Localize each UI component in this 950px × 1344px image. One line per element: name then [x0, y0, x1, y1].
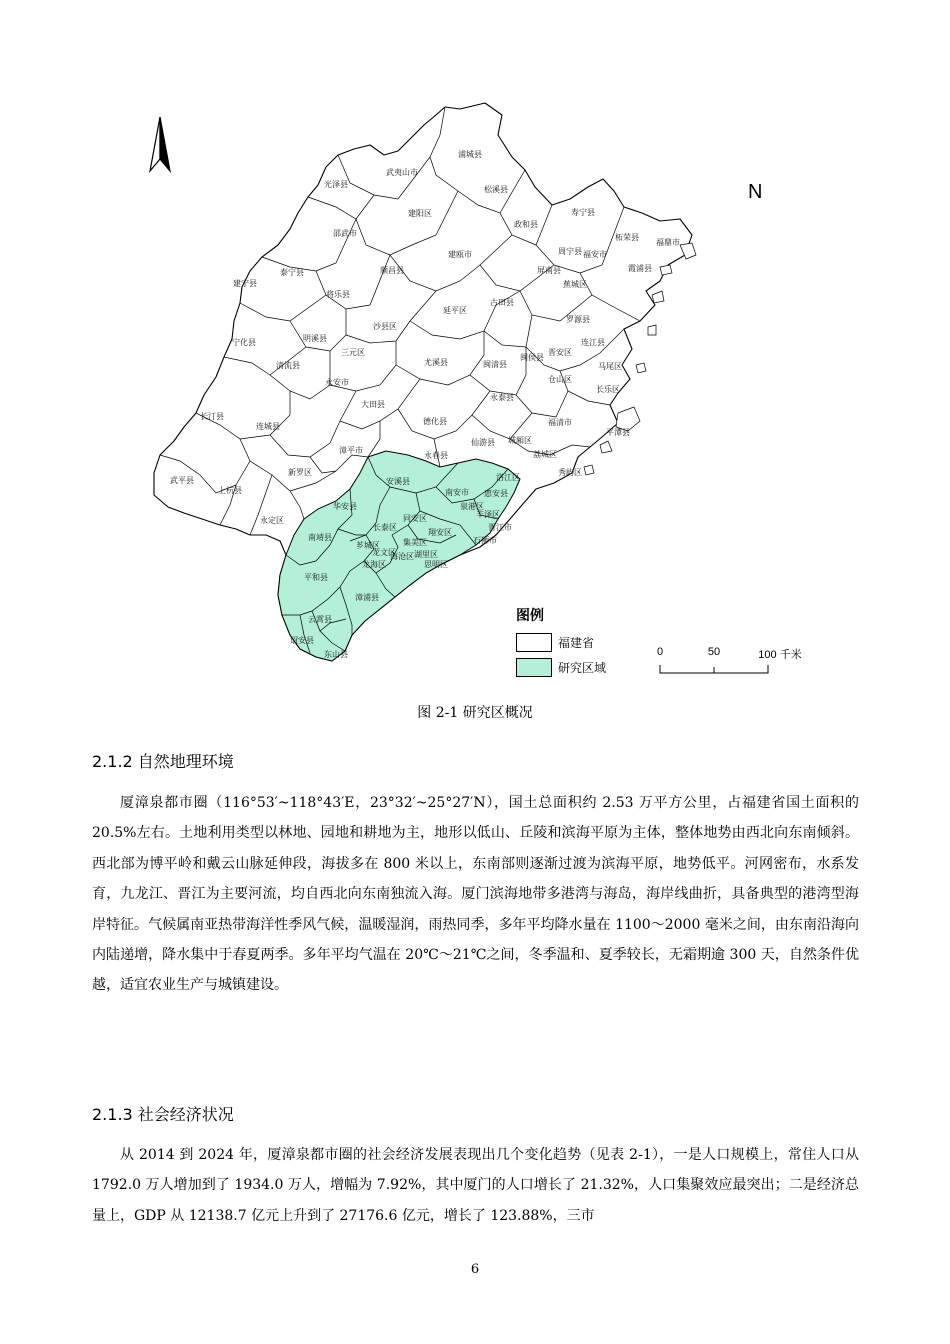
county-label: 政和县 — [514, 220, 538, 229]
county-label: 德化县 — [423, 417, 447, 426]
county-label: 上杭县 — [218, 486, 242, 495]
county-label: 三元区 — [341, 348, 365, 357]
county-label: 武夷山市 — [386, 168, 418, 177]
county-label: 安溪县 — [386, 477, 410, 486]
county-label: 长泰区 — [373, 523, 397, 532]
scale-label-0: 0 — [656, 646, 664, 658]
figure-caption: 图 2-1 研究区概况 — [417, 705, 533, 721]
county-label: 永安市 — [325, 378, 349, 387]
county-label: 邵武市 — [333, 229, 357, 238]
county-label: 华安县 — [333, 502, 357, 511]
county-label: 漳浦县 — [355, 593, 379, 602]
north-label: N — [748, 181, 763, 203]
county-label: 蕉城区 — [563, 280, 587, 289]
map-canvas — [140, 95, 820, 695]
legend-swatch-study-area — [516, 658, 552, 677]
county-label: 龙海区 — [362, 560, 386, 569]
county-label: 将乐县 — [326, 290, 350, 299]
county-label: 芗城区 — [356, 541, 380, 550]
county-label: 云霄县 — [308, 615, 332, 624]
county-label: 长汀县 — [200, 412, 224, 421]
county-label: 连城县 — [256, 422, 280, 431]
county-label: 海沧区 — [390, 552, 414, 561]
county-label: 永泰县 — [490, 393, 514, 402]
county-label: 古田县 — [490, 298, 514, 307]
legend-label-fujian: 福建省 — [558, 636, 595, 650]
county-label: 大田县 — [361, 400, 385, 409]
county-label: 顺昌县 — [380, 266, 404, 275]
county-label: 丰泽区 — [476, 510, 500, 519]
scale-label-100: 100 千米 — [758, 649, 802, 661]
page-number: 6 — [470, 1262, 480, 1277]
county-label: 仙游县 — [471, 438, 495, 447]
county-label: 湖里区 — [414, 550, 438, 559]
legend-swatch-fujian — [516, 633, 552, 652]
county-label: 石狮市 — [473, 536, 497, 545]
county-label: 福鼎市 — [656, 238, 680, 247]
county-label: 思明区 — [424, 560, 448, 569]
study-area-map — [140, 95, 820, 695]
county-label: 闽清县 — [483, 360, 507, 369]
county-label: 泉港区 — [460, 502, 484, 511]
county-label: 集美区 — [403, 538, 427, 547]
county-label: 柘荣县 — [615, 233, 639, 242]
county-label: 荔城区 — [533, 450, 557, 459]
county-label: 秀屿区 — [558, 468, 582, 477]
county-label: 南安市 — [445, 488, 469, 497]
county-label: 诏安县 — [290, 636, 314, 645]
county-label: 屏南县 — [537, 266, 561, 275]
county-label: 建宁县 — [233, 279, 257, 288]
section-paragraph-natural: 厦漳泉都市圈（116°53′~118°43′E，23°32′~25°27′N），国土总面积约 2.53 万平方公里，占福建省国土面积的 20.5%左右。土地利用类型以林地、园地和耕地为主，地形以低山、丘陵和滨海平原为主体，整体地势由西北向东南倾斜。西北部为博平岭和戴云山脉延伸段，海拔多在 800 米以上，东南部则逐渐过渡为滨海平原，地势低平。河网密布，水系发育，九龙江、晋江为主要河流，均自西北向东南独流入海。厦门滨海地带多港湾与海岛，海岸线曲折，具备典型的港湾型海岸特征。气候属南亚热带海洋性季风气候，温暖湿润，雨热同季，多年平均降水量在 1100～2000 毫米之间，由东南沿海向内陆递增，降水集中于春夏两季。多年平均气温在 20℃～21℃之间，冬季温和、夏季较长，无霜期逾 300 天，自然条件优越，适宜农业生产与城镇建设。 — [92, 795, 859, 994]
county-label: 永春县 — [424, 451, 448, 460]
county-label: 平和县 — [304, 573, 328, 582]
county-label: 同安区 — [403, 514, 427, 523]
county-label: 尤溪县 — [424, 358, 448, 367]
county-label: 晋安区 — [548, 348, 572, 357]
county-label: 福安市 — [583, 250, 607, 259]
county-label: 永定区 — [260, 516, 284, 525]
county-label: 寿宁县 — [571, 208, 595, 217]
county-label: 松溪县 — [484, 185, 508, 194]
county-label: 罗源县 — [566, 315, 590, 324]
county-label: 光泽县 — [324, 180, 348, 189]
county-label: 沙县区 — [373, 322, 397, 331]
county-label: 建阳区 — [408, 209, 432, 218]
county-label: 宁化县 — [232, 338, 256, 347]
county-label: 龙文区 — [372, 548, 396, 557]
county-label: 马尾区 — [598, 362, 622, 371]
county-label: 明溪县 — [303, 334, 327, 343]
legend-label-study-area: 研究区域 — [558, 661, 607, 675]
county-label: 平潭县 — [606, 428, 630, 437]
county-label: 仓山区 — [548, 375, 572, 384]
county-label: 霞浦县 — [628, 264, 652, 273]
section-paragraph-socioeconomic: 从 2014 到 2024 年，厦漳泉都市圈的社会经济发展表现出几个变化趋势（见表 2-1），一是人口规模上，常住人口从 1792.0 万人增加到了 1934.0 万人，增幅为 7.92%，其中厦门的人口增长了 21.32%，人口集聚效应最突出；二是经济总量上，GDP 从 12138.7 亿元上升到了 27176.6 亿元，增长了 123.88%，三市 — [92, 1147, 859, 1224]
county-label: 福清市 — [548, 418, 572, 427]
county-label: 城厢区 — [508, 436, 532, 445]
county-label: 南靖县 — [308, 533, 332, 542]
county-label: 新罗区 — [288, 468, 312, 477]
county-label: 延平区 — [443, 306, 467, 315]
legend-title: 图例 — [516, 608, 544, 624]
county-label: 惠安县 — [484, 489, 508, 498]
county-label: 东山县 — [324, 650, 348, 659]
county-label: 清流县 — [276, 361, 300, 370]
county-label: 泰宁县 — [280, 268, 304, 277]
county-label: 漳平市 — [339, 446, 363, 455]
county-label: 连江县 — [581, 338, 605, 347]
scale-label-50: 50 — [707, 646, 721, 658]
county-label: 浦城县 — [458, 150, 482, 159]
county-label: 晋江市 — [488, 523, 512, 532]
county-label: 周宁县 — [558, 247, 582, 256]
scale-bar — [660, 665, 768, 673]
fujian-province-outline — [154, 103, 692, 661]
county-label: 洛江区 — [496, 473, 520, 482]
section-heading-socioeconomic: 2.1.3 社会经济状况 — [92, 1105, 234, 1124]
county-label: 闽侯县 — [520, 353, 544, 362]
county-label: 长乐区 — [596, 385, 620, 394]
section-heading-natural: 2.1.2 自然地理环境 — [92, 752, 234, 771]
county-label: 武平县 — [170, 476, 194, 485]
north-arrow-icon — [140, 95, 180, 175]
county-label: 翔安区 — [428, 528, 452, 537]
county-label: 建瓯市 — [448, 250, 472, 259]
